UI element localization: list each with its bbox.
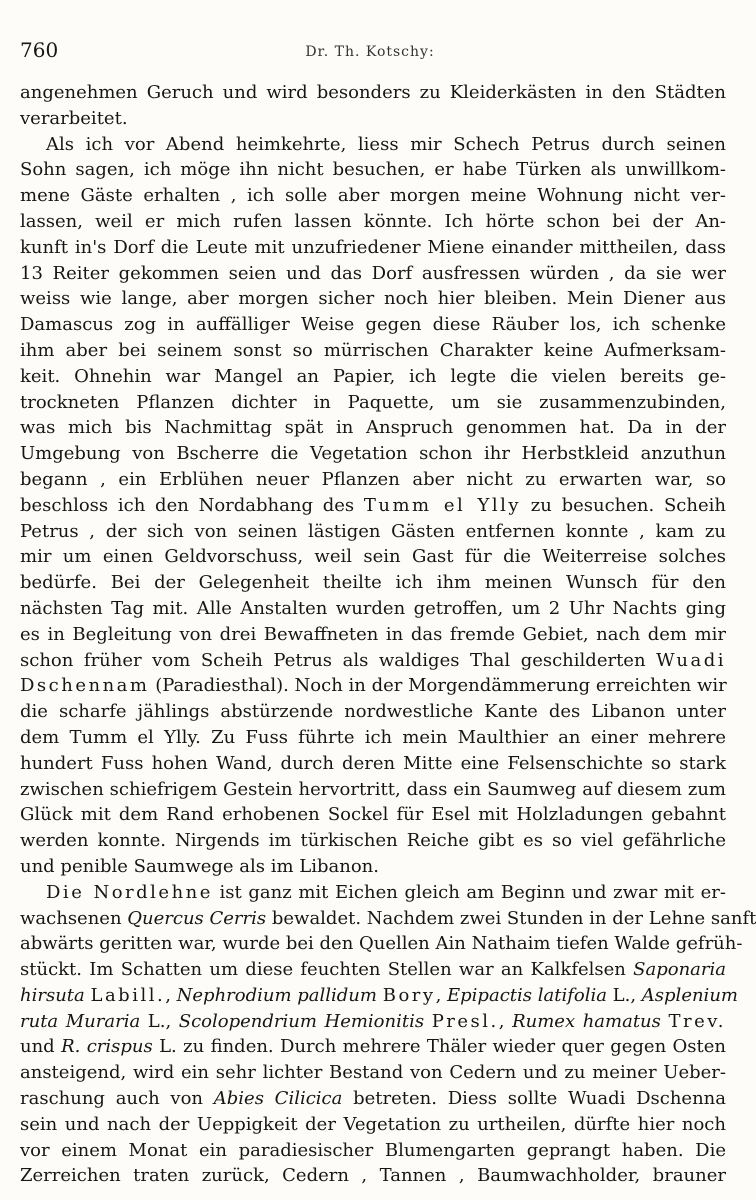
text-line [20, 1086, 726, 1112]
text-run: bewaldet. Nachdem zwei Stunden in der Lehne sanft [266, 907, 756, 929]
text-run: und [20, 1036, 62, 1058]
text-run: , [435, 984, 448, 1006]
text-line [20, 880, 726, 906]
text-line: bedürfe. Bei der Gelegenheit theilte ich ihm meinen Wunsch für den [20, 572, 726, 594]
text-line: dem Tumm el Ylly. Zu Fuss führte ich mein Maulthier an einer mehrere [20, 726, 726, 748]
text-run: (Paradiesthal). Noch in der Morgendämmerung erreichten wir [149, 675, 727, 697]
text-line [20, 648, 726, 674]
text-run: L., [140, 1010, 179, 1032]
text-line [20, 957, 726, 983]
page-header [20, 38, 720, 68]
italic-term: Abies Cilicica [213, 1088, 343, 1110]
text-line: zwischen schiefrigem Gestein hervortritt, dass ein Saumweg auf diesem zum [20, 778, 726, 800]
italic-term: Asplenium [641, 984, 738, 1006]
text-line: kunft in's Dorf die Leute mit unzufriedener Miene einander mittheilen, dass [20, 236, 726, 258]
text-run: schon früher vom Scheih Petrus als waldiges Thal geschilderten [20, 649, 657, 671]
text-line: weiss wie lange, aber morgen sicher noch hier bleiben. Mein Diener aus [20, 288, 726, 310]
spaced-term: Labill. [90, 984, 166, 1006]
text-run: raschung auch von [20, 1088, 214, 1110]
text-run: stückt. Im Schatten um diese feuchten Stellen war an Kalkfelsen [20, 959, 634, 981]
italic-term: ruta Muraria [20, 1010, 141, 1032]
text-line: Als ich vor Abend heimkehrte, liess mir Schech Petrus durch seinen [46, 133, 726, 155]
text-line: mir um einen Geldvorschuss, weil sein Gast für die Weiterreise solches [20, 546, 726, 568]
text-line: es in Begleitung von drei Bewaffneten in das fremde Gebiet, nach dem mir [20, 623, 726, 645]
running-head: Dr. Th. Kotschy: [305, 44, 435, 60]
text-run: beschloss ich den Nordabhang des [20, 494, 364, 516]
italic-term: Nephrodium pallidum [176, 984, 377, 1006]
italic-term: Rumex hamatus [512, 1010, 661, 1032]
text-run: , [498, 1010, 513, 1032]
spaced-term: Bory [382, 984, 436, 1006]
text-run [424, 1011, 432, 1032]
text-line: ansteigend, wird ein sehr lichter Bestand von Cedern und zu meiner Ueber- [20, 1062, 726, 1084]
text-line: die scharfe jählings abstürzende nordwestliche Kante des Libanon unter [20, 701, 726, 723]
text-run: L. zu finden. Durch mehrere Thäler wieder quer gegen Osten [152, 1036, 727, 1058]
text-line: verarbeitet. [20, 107, 128, 129]
text-line: begann , ein Erblühen neuer Pflanzen aber nicht zu erwarten war, so [20, 468, 726, 490]
spaced-term: Trev. [668, 1010, 727, 1032]
text-line: Umgebung von Bscherre die Vegetation schon ihr Herbstkleid anzuthun [20, 443, 726, 465]
text-line [20, 1009, 726, 1035]
text-line: hundert Fuss hohen Wand, durch deren Mitte eine Felsenschichte so stark [20, 752, 726, 774]
text-line [20, 983, 738, 1009]
spaced-term: Tumm el Ylly [363, 494, 522, 516]
spaced-term: Presl. [431, 1010, 499, 1032]
text-line: und penible Saumwege als im Libanon. [20, 855, 379, 877]
text-line: keit. Ohnehin war Mangel an Papier, ich legte die vielen bereits ge- [20, 365, 726, 387]
text-line: angenehmen Geruch und wird besonders zu Kleiderkästen in den Städten [20, 82, 726, 103]
spaced-term: Dschennam [20, 675, 150, 697]
italic-term: Epipactis latifolia [447, 984, 607, 1006]
text-line: Zerreichen traten zurück, Cedern , Tannen , Baumwachholder, brauner [20, 1165, 726, 1187]
body-text [20, 80, 756, 1189]
spaced-term: Die Nordlehne [46, 881, 213, 903]
text-line [20, 493, 726, 519]
text-line [20, 906, 756, 932]
text-line: sein und nach der Ueppigkeit der Vegetation zu urtheilen, dürfte hier noch [20, 1113, 726, 1135]
text-line: ihm aber bei seinem sonst so mürrischen Charakter keine Aufmerksam- [20, 339, 726, 361]
text-line: trockneten Pflanzen dichter in Paquette, um sie zusammenzubinden, [20, 391, 726, 413]
text-line: was mich bis Nachmittag spät in Anspruch genommen hat. Da in der [20, 417, 726, 439]
text-line: vor einem Monat ein paradiesischer Blumengarten geprangt haben. Die [20, 1139, 726, 1161]
text-line [20, 1034, 726, 1060]
text-line: werden konnte. Nirgends im türkischen Reiche gibt es so viel gefährliche [20, 830, 726, 852]
text-line: mene Gäste erhalten , ich solle aber morgen meine Wohnung nicht ver- [20, 185, 726, 207]
text-run: ist ganz mit Eichen gleich am Beginn und zwar mit er- [212, 881, 726, 903]
spaced-term: Wuadi [656, 649, 726, 671]
text-line: nächsten Tag mit. Alle Anstalten wurden getroffen, um 2 Uhr Nachts ging [20, 597, 726, 619]
text-line: 13 Reiter gekommen seien und das Dorf ausfressen würden , da sie wer [20, 262, 726, 284]
text-line: Sohn sagen, ich möge ihn nicht besuchen, er habe Türken als unwillkom- [20, 159, 726, 181]
text-line: lassen, weil er mich rufen lassen könnte. Ich hörte schon bei der An- [20, 210, 726, 232]
text-run: , [165, 984, 177, 1006]
text-line: Petrus , der sich von seinen lästigen Gästen entfernen konnte , kam zu [20, 520, 726, 542]
text-run: wachsenen [20, 907, 128, 929]
text-run: betreten. Diess sollte Wuadi Dschenna [342, 1088, 726, 1110]
text-line: Damascus zog in auffälliger Weise gegen diese Räuber los, ich schenke [20, 314, 726, 336]
page-number: 760 [20, 38, 59, 62]
italic-term: Quercus Cerris [127, 907, 267, 929]
italic-term: R. crispus [61, 1036, 153, 1058]
italic-term: Scolopendrium Hemionitis [178, 1010, 425, 1032]
text-line [20, 673, 726, 699]
text-run: L., [606, 984, 642, 1006]
italic-term: Saponaria [633, 959, 726, 981]
text-line: abwärts geritten war, wurde bei den Quellen Ain Nathaim tiefen Walde gefrüh- [20, 933, 743, 955]
italic-term: hirsuta [20, 984, 85, 1006]
text-line: Glück mit dem Rand erhobenen Sockel für Esel mit Holzladungen gebahnt [20, 804, 726, 826]
text-run: zu besuchen. Scheih [521, 494, 726, 516]
